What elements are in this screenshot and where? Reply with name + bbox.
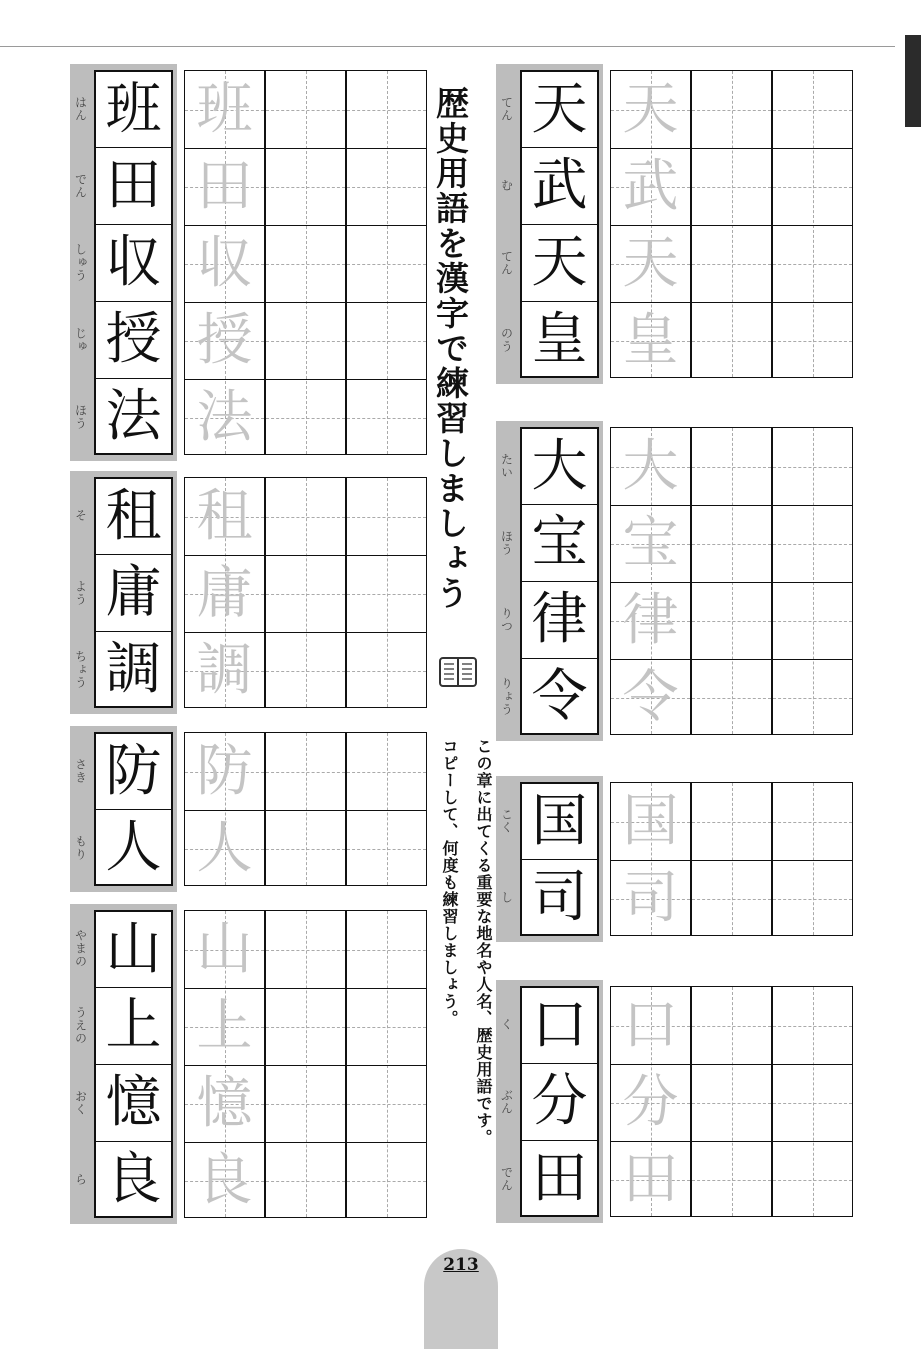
trace-kanji: 国 xyxy=(622,788,679,854)
practice-cell xyxy=(185,148,264,225)
model-kanji: 上 xyxy=(105,993,162,1058)
practice-cell xyxy=(611,783,690,860)
practice-cell[interactable] xyxy=(692,225,771,302)
guide-line xyxy=(347,1027,426,1028)
page-title: 歴史用語を漢字で練習しましょう xyxy=(431,86,470,611)
guide-line xyxy=(773,1026,852,1027)
model-cell xyxy=(522,1063,597,1140)
practice-cell xyxy=(611,659,690,736)
model-kanji: 人 xyxy=(105,815,162,880)
guide-line xyxy=(266,849,345,850)
model-cell xyxy=(96,72,171,147)
blank-practice-column[interactable] xyxy=(772,782,853,936)
model-column xyxy=(94,910,173,1218)
trace-kanji: 武 xyxy=(622,154,679,219)
guide-line xyxy=(692,467,771,468)
practice-cell[interactable] xyxy=(773,148,852,225)
model-cell xyxy=(96,224,171,301)
practice-cell xyxy=(185,1142,264,1219)
furigana: はん xyxy=(73,95,88,122)
practice-cell xyxy=(185,379,264,456)
model-cell xyxy=(96,378,171,455)
practice-cell xyxy=(611,225,690,302)
practice-cell[interactable] xyxy=(692,505,771,582)
blank-practice-column[interactable] xyxy=(691,70,772,378)
practice-cell[interactable] xyxy=(266,71,345,148)
guide-line xyxy=(347,950,426,951)
practice-cell[interactable] xyxy=(773,225,852,302)
guide-line xyxy=(347,341,426,342)
furigana: でん xyxy=(499,1165,514,1192)
guide-line xyxy=(692,544,771,545)
practice-cell xyxy=(611,71,690,148)
model-column xyxy=(94,70,173,455)
practice-cell[interactable] xyxy=(347,379,426,456)
guide-line xyxy=(266,1181,345,1182)
practice-cell[interactable] xyxy=(266,988,345,1065)
guide-line xyxy=(347,1104,426,1105)
guide-line xyxy=(266,341,345,342)
guide-line xyxy=(692,187,771,188)
practice-cell[interactable] xyxy=(773,302,852,379)
trace-kanji: 租 xyxy=(196,483,253,549)
practice-cell[interactable] xyxy=(266,148,345,225)
guide-line xyxy=(773,264,852,265)
furigana: りょう xyxy=(499,677,514,716)
practice-cell[interactable] xyxy=(347,478,426,555)
practice-cell[interactable] xyxy=(266,478,345,555)
blank-practice-column[interactable] xyxy=(265,477,346,708)
note-line-1: この章に出てくる重要な地名や人名、歴史用語です。 xyxy=(474,738,493,1146)
trace-kanji: 令 xyxy=(622,665,679,730)
practice-cell xyxy=(185,1065,264,1142)
model-kanji: 武 xyxy=(531,153,588,218)
trace-kanji: 宝 xyxy=(622,511,679,576)
practice-cell[interactable] xyxy=(266,379,345,456)
trace-kanji: 庸 xyxy=(196,561,253,626)
model-kanji: 天 xyxy=(531,76,588,142)
practice-cell[interactable] xyxy=(692,302,771,379)
trace-column xyxy=(610,70,691,378)
instruction-note xyxy=(432,738,500,1146)
guide-line xyxy=(773,187,852,188)
guide-line xyxy=(773,467,852,468)
trace-kanji: 天 xyxy=(622,231,679,296)
guide-line xyxy=(266,671,345,672)
trace-column xyxy=(184,70,265,455)
furigana: ぶん xyxy=(499,1088,514,1115)
model-cell xyxy=(96,1141,171,1218)
practice-cell[interactable] xyxy=(773,659,852,736)
trace-column xyxy=(184,477,265,708)
model-cell xyxy=(96,734,171,809)
practice-cell xyxy=(611,582,690,659)
practice-cell[interactable] xyxy=(266,555,345,632)
model-column xyxy=(94,477,173,708)
blank-practice-column[interactable] xyxy=(346,732,427,886)
model-cell xyxy=(96,554,171,631)
word-block xyxy=(496,421,603,741)
page-number: 213 xyxy=(443,1255,479,1275)
guide-line xyxy=(692,621,771,622)
word-block xyxy=(70,471,177,714)
trace-kanji: 班 xyxy=(196,76,253,142)
blank-practice-column[interactable] xyxy=(346,70,427,455)
model-kanji: 庸 xyxy=(105,560,162,625)
trace-kanji: 防 xyxy=(196,738,253,804)
practice-cell[interactable] xyxy=(347,148,426,225)
model-cell xyxy=(522,784,597,859)
book-icon xyxy=(438,652,478,692)
guide-line xyxy=(347,772,426,773)
blank-practice-column[interactable] xyxy=(265,910,346,1218)
guide-line xyxy=(773,544,852,545)
practice-cell[interactable] xyxy=(773,71,852,148)
model-kanji: 司 xyxy=(531,865,588,930)
furigana: もり xyxy=(73,834,88,861)
practice-cell xyxy=(185,632,264,709)
guide-line xyxy=(692,1180,771,1181)
model-kanji: 班 xyxy=(105,76,162,142)
guide-line xyxy=(692,822,771,823)
word-block xyxy=(70,904,177,1224)
practice-cell xyxy=(611,860,690,937)
furigana: りつ xyxy=(499,606,514,633)
practice-cell xyxy=(611,505,690,582)
trace-column xyxy=(610,986,691,1217)
practice-cell[interactable] xyxy=(347,71,426,148)
model-kanji: 良 xyxy=(105,1147,162,1212)
trace-kanji: 上 xyxy=(196,994,253,1059)
model-kanji: 国 xyxy=(531,788,588,854)
practice-cell[interactable] xyxy=(773,860,852,937)
model-cell xyxy=(96,987,171,1064)
guide-line xyxy=(266,950,345,951)
guide-line xyxy=(266,187,345,188)
word-block xyxy=(70,64,177,461)
practice-cell[interactable] xyxy=(266,1142,345,1219)
guide-line xyxy=(266,772,345,773)
trace-kanji: 田 xyxy=(196,154,253,219)
furigana: ちょう xyxy=(73,650,88,689)
practice-cell[interactable] xyxy=(347,810,426,887)
blank-practice-column[interactable] xyxy=(265,70,346,455)
guide-line xyxy=(347,517,426,518)
guide-line xyxy=(773,1103,852,1104)
word-block xyxy=(496,64,603,384)
model-cell xyxy=(522,504,597,581)
furigana: む xyxy=(499,179,514,192)
trace-kanji: 調 xyxy=(196,638,253,703)
furigana: し xyxy=(499,891,514,904)
guide-line xyxy=(773,341,852,342)
practice-cell[interactable] xyxy=(773,582,852,659)
guide-line xyxy=(773,899,852,900)
trace-kanji: 皇 xyxy=(622,308,679,373)
furigana: さき xyxy=(73,757,88,784)
trace-column xyxy=(610,427,691,735)
practice-cell xyxy=(185,302,264,379)
guide-line xyxy=(266,418,345,419)
blank-practice-column[interactable] xyxy=(265,732,346,886)
model-cell xyxy=(522,1140,597,1217)
model-cell xyxy=(522,581,597,658)
trace-kanji: 授 xyxy=(196,308,253,373)
trace-kanji: 大 xyxy=(622,433,679,499)
model-kanji: 大 xyxy=(531,433,588,499)
guide-line xyxy=(347,418,426,419)
guide-line xyxy=(773,822,852,823)
model-kanji: 天 xyxy=(531,230,588,295)
practice-cell[interactable] xyxy=(266,225,345,302)
practice-cell[interactable] xyxy=(773,1064,852,1141)
blank-practice-column[interactable] xyxy=(691,782,772,936)
model-column xyxy=(520,986,599,1217)
guide-line xyxy=(347,264,426,265)
practice-cell[interactable] xyxy=(692,987,771,1064)
practice-cell xyxy=(185,911,264,988)
blank-practice-column[interactable] xyxy=(772,986,853,1217)
furigana: く xyxy=(499,1018,514,1031)
note-line-2: コピーして、何度も練習しましょう。 xyxy=(440,738,459,1027)
furigana: じゅ xyxy=(73,326,88,353)
model-kanji: 田 xyxy=(531,1146,588,1211)
practice-cell[interactable] xyxy=(692,582,771,659)
practice-cell[interactable] xyxy=(692,1064,771,1141)
practice-cell xyxy=(611,428,690,505)
trace-kanji: 律 xyxy=(622,588,679,653)
model-kanji: 分 xyxy=(531,1069,588,1134)
guide-line xyxy=(347,1181,426,1182)
trace-kanji: 司 xyxy=(622,866,679,931)
furigana: たい xyxy=(499,452,514,479)
model-kanji: 皇 xyxy=(531,307,588,372)
practice-cell[interactable] xyxy=(692,783,771,860)
practice-cell xyxy=(185,988,264,1065)
model-kanji: 宝 xyxy=(531,510,588,575)
model-column xyxy=(520,427,599,735)
practice-cell[interactable] xyxy=(266,733,345,810)
trace-kanji: 人 xyxy=(196,816,253,881)
blank-practice-column[interactable] xyxy=(346,910,427,1218)
practice-cell xyxy=(611,1141,690,1218)
model-column xyxy=(520,70,599,378)
blank-practice-column[interactable] xyxy=(691,986,772,1217)
word-block xyxy=(496,980,603,1223)
model-kanji: 憶 xyxy=(105,1070,162,1135)
guide-line xyxy=(692,1026,771,1027)
model-kanji: 授 xyxy=(105,307,162,372)
model-kanji: 防 xyxy=(105,738,162,804)
trace-kanji: 天 xyxy=(622,76,679,142)
model-kanji: 租 xyxy=(105,483,162,549)
practice-cell[interactable] xyxy=(773,783,852,860)
trace-kanji: 収 xyxy=(196,231,253,296)
furigana: やまの xyxy=(73,929,88,968)
model-cell xyxy=(522,988,597,1063)
trace-column xyxy=(610,782,691,936)
practice-cell[interactable] xyxy=(347,1065,426,1142)
trace-kanji: 山 xyxy=(196,916,253,982)
furigana: ほう xyxy=(73,403,88,430)
practice-cell[interactable] xyxy=(692,860,771,937)
model-cell xyxy=(96,147,171,224)
furigana: おく xyxy=(73,1089,88,1116)
trace-kanji: 法 xyxy=(196,385,253,450)
guide-line xyxy=(347,110,426,111)
guide-line xyxy=(266,1104,345,1105)
trace-kanji: 田 xyxy=(622,1147,679,1212)
guide-line xyxy=(266,264,345,265)
guide-line xyxy=(266,517,345,518)
furigana: のう xyxy=(499,326,514,353)
model-kanji: 令 xyxy=(531,664,588,729)
practice-cell xyxy=(611,302,690,379)
guide-line xyxy=(266,1027,345,1028)
guide-line xyxy=(773,1180,852,1181)
furigana: こく xyxy=(499,807,514,834)
top-rule xyxy=(0,46,895,47)
furigana: てん xyxy=(499,249,514,276)
model-kanji: 法 xyxy=(105,384,162,449)
guide-line xyxy=(266,110,345,111)
practice-cell[interactable] xyxy=(347,555,426,632)
guide-line xyxy=(347,187,426,188)
model-cell xyxy=(96,809,171,886)
practice-cell[interactable] xyxy=(266,632,345,709)
model-cell xyxy=(96,479,171,554)
practice-cell xyxy=(611,148,690,225)
practice-cell[interactable] xyxy=(347,1142,426,1219)
practice-cell xyxy=(611,987,690,1064)
furigana: うえの xyxy=(73,1006,88,1045)
trace-kanji: 憶 xyxy=(196,1071,253,1136)
guide-line xyxy=(347,849,426,850)
practice-cell[interactable] xyxy=(266,302,345,379)
practice-cell[interactable] xyxy=(692,71,771,148)
guide-line xyxy=(773,621,852,622)
furigana: しゅう xyxy=(73,243,88,282)
practice-cell xyxy=(185,733,264,810)
practice-cell[interactable] xyxy=(266,1065,345,1142)
guide-line xyxy=(347,594,426,595)
model-cell xyxy=(522,429,597,504)
blank-practice-column[interactable] xyxy=(772,70,853,378)
furigana: よう xyxy=(73,579,88,606)
model-cell xyxy=(96,912,171,987)
model-column xyxy=(520,782,599,936)
model-kanji: 田 xyxy=(105,153,162,218)
guide-line xyxy=(347,671,426,672)
chapter-thumb-tab xyxy=(905,35,921,127)
practice-cell[interactable] xyxy=(347,225,426,302)
guide-line xyxy=(692,698,771,699)
model-cell xyxy=(522,72,597,147)
trace-kanji: 分 xyxy=(622,1070,679,1135)
practice-cell xyxy=(185,71,264,148)
practice-cell xyxy=(185,555,264,632)
word-block xyxy=(496,776,603,942)
practice-cell xyxy=(611,1064,690,1141)
model-cell xyxy=(96,631,171,708)
model-cell xyxy=(96,301,171,378)
trace-kanji: 良 xyxy=(196,1148,253,1213)
guide-line xyxy=(773,698,852,699)
practice-cell[interactable] xyxy=(347,988,426,1065)
practice-cell xyxy=(185,810,264,887)
practice-cell xyxy=(185,478,264,555)
blank-practice-column[interactable] xyxy=(691,427,772,735)
guide-line xyxy=(692,341,771,342)
practice-cell[interactable] xyxy=(773,1141,852,1218)
model-cell xyxy=(522,658,597,735)
model-kanji: 調 xyxy=(105,637,162,702)
guide-line xyxy=(692,1103,771,1104)
trace-kanji: 口 xyxy=(622,992,679,1058)
practice-cell[interactable] xyxy=(773,505,852,582)
guide-line xyxy=(266,594,345,595)
model-cell xyxy=(522,224,597,301)
guide-line xyxy=(692,110,771,111)
model-cell xyxy=(96,1064,171,1141)
guide-line xyxy=(773,110,852,111)
furigana: でん xyxy=(73,172,88,199)
word-block xyxy=(70,726,177,892)
practice-cell[interactable] xyxy=(773,987,852,1064)
practice-cell[interactable] xyxy=(266,810,345,887)
model-cell xyxy=(522,147,597,224)
blank-practice-column[interactable] xyxy=(346,477,427,708)
trace-column xyxy=(184,910,265,1218)
model-cell xyxy=(522,301,597,378)
model-kanji: 律 xyxy=(531,587,588,652)
practice-cell[interactable] xyxy=(692,148,771,225)
trace-column xyxy=(184,732,265,886)
practice-cell[interactable] xyxy=(692,1141,771,1218)
practice-cell[interactable] xyxy=(692,428,771,505)
model-kanji: 口 xyxy=(531,992,588,1058)
model-column xyxy=(94,732,173,886)
model-kanji: 山 xyxy=(105,916,162,982)
practice-cell[interactable] xyxy=(347,733,426,810)
guide-line xyxy=(692,264,771,265)
model-kanji: 収 xyxy=(105,230,162,295)
practice-cell[interactable] xyxy=(266,911,345,988)
furigana: そ xyxy=(73,509,88,522)
practice-cell xyxy=(185,225,264,302)
blank-practice-column[interactable] xyxy=(772,427,853,735)
furigana: ほう xyxy=(499,529,514,556)
practice-cell[interactable] xyxy=(347,632,426,709)
model-cell xyxy=(522,859,597,936)
guide-line xyxy=(692,899,771,900)
practice-cell[interactable] xyxy=(347,911,426,988)
practice-cell[interactable] xyxy=(773,428,852,505)
practice-cell[interactable] xyxy=(692,659,771,736)
practice-cell[interactable] xyxy=(347,302,426,379)
furigana: てん xyxy=(499,95,514,122)
furigana: ら xyxy=(73,1173,88,1186)
